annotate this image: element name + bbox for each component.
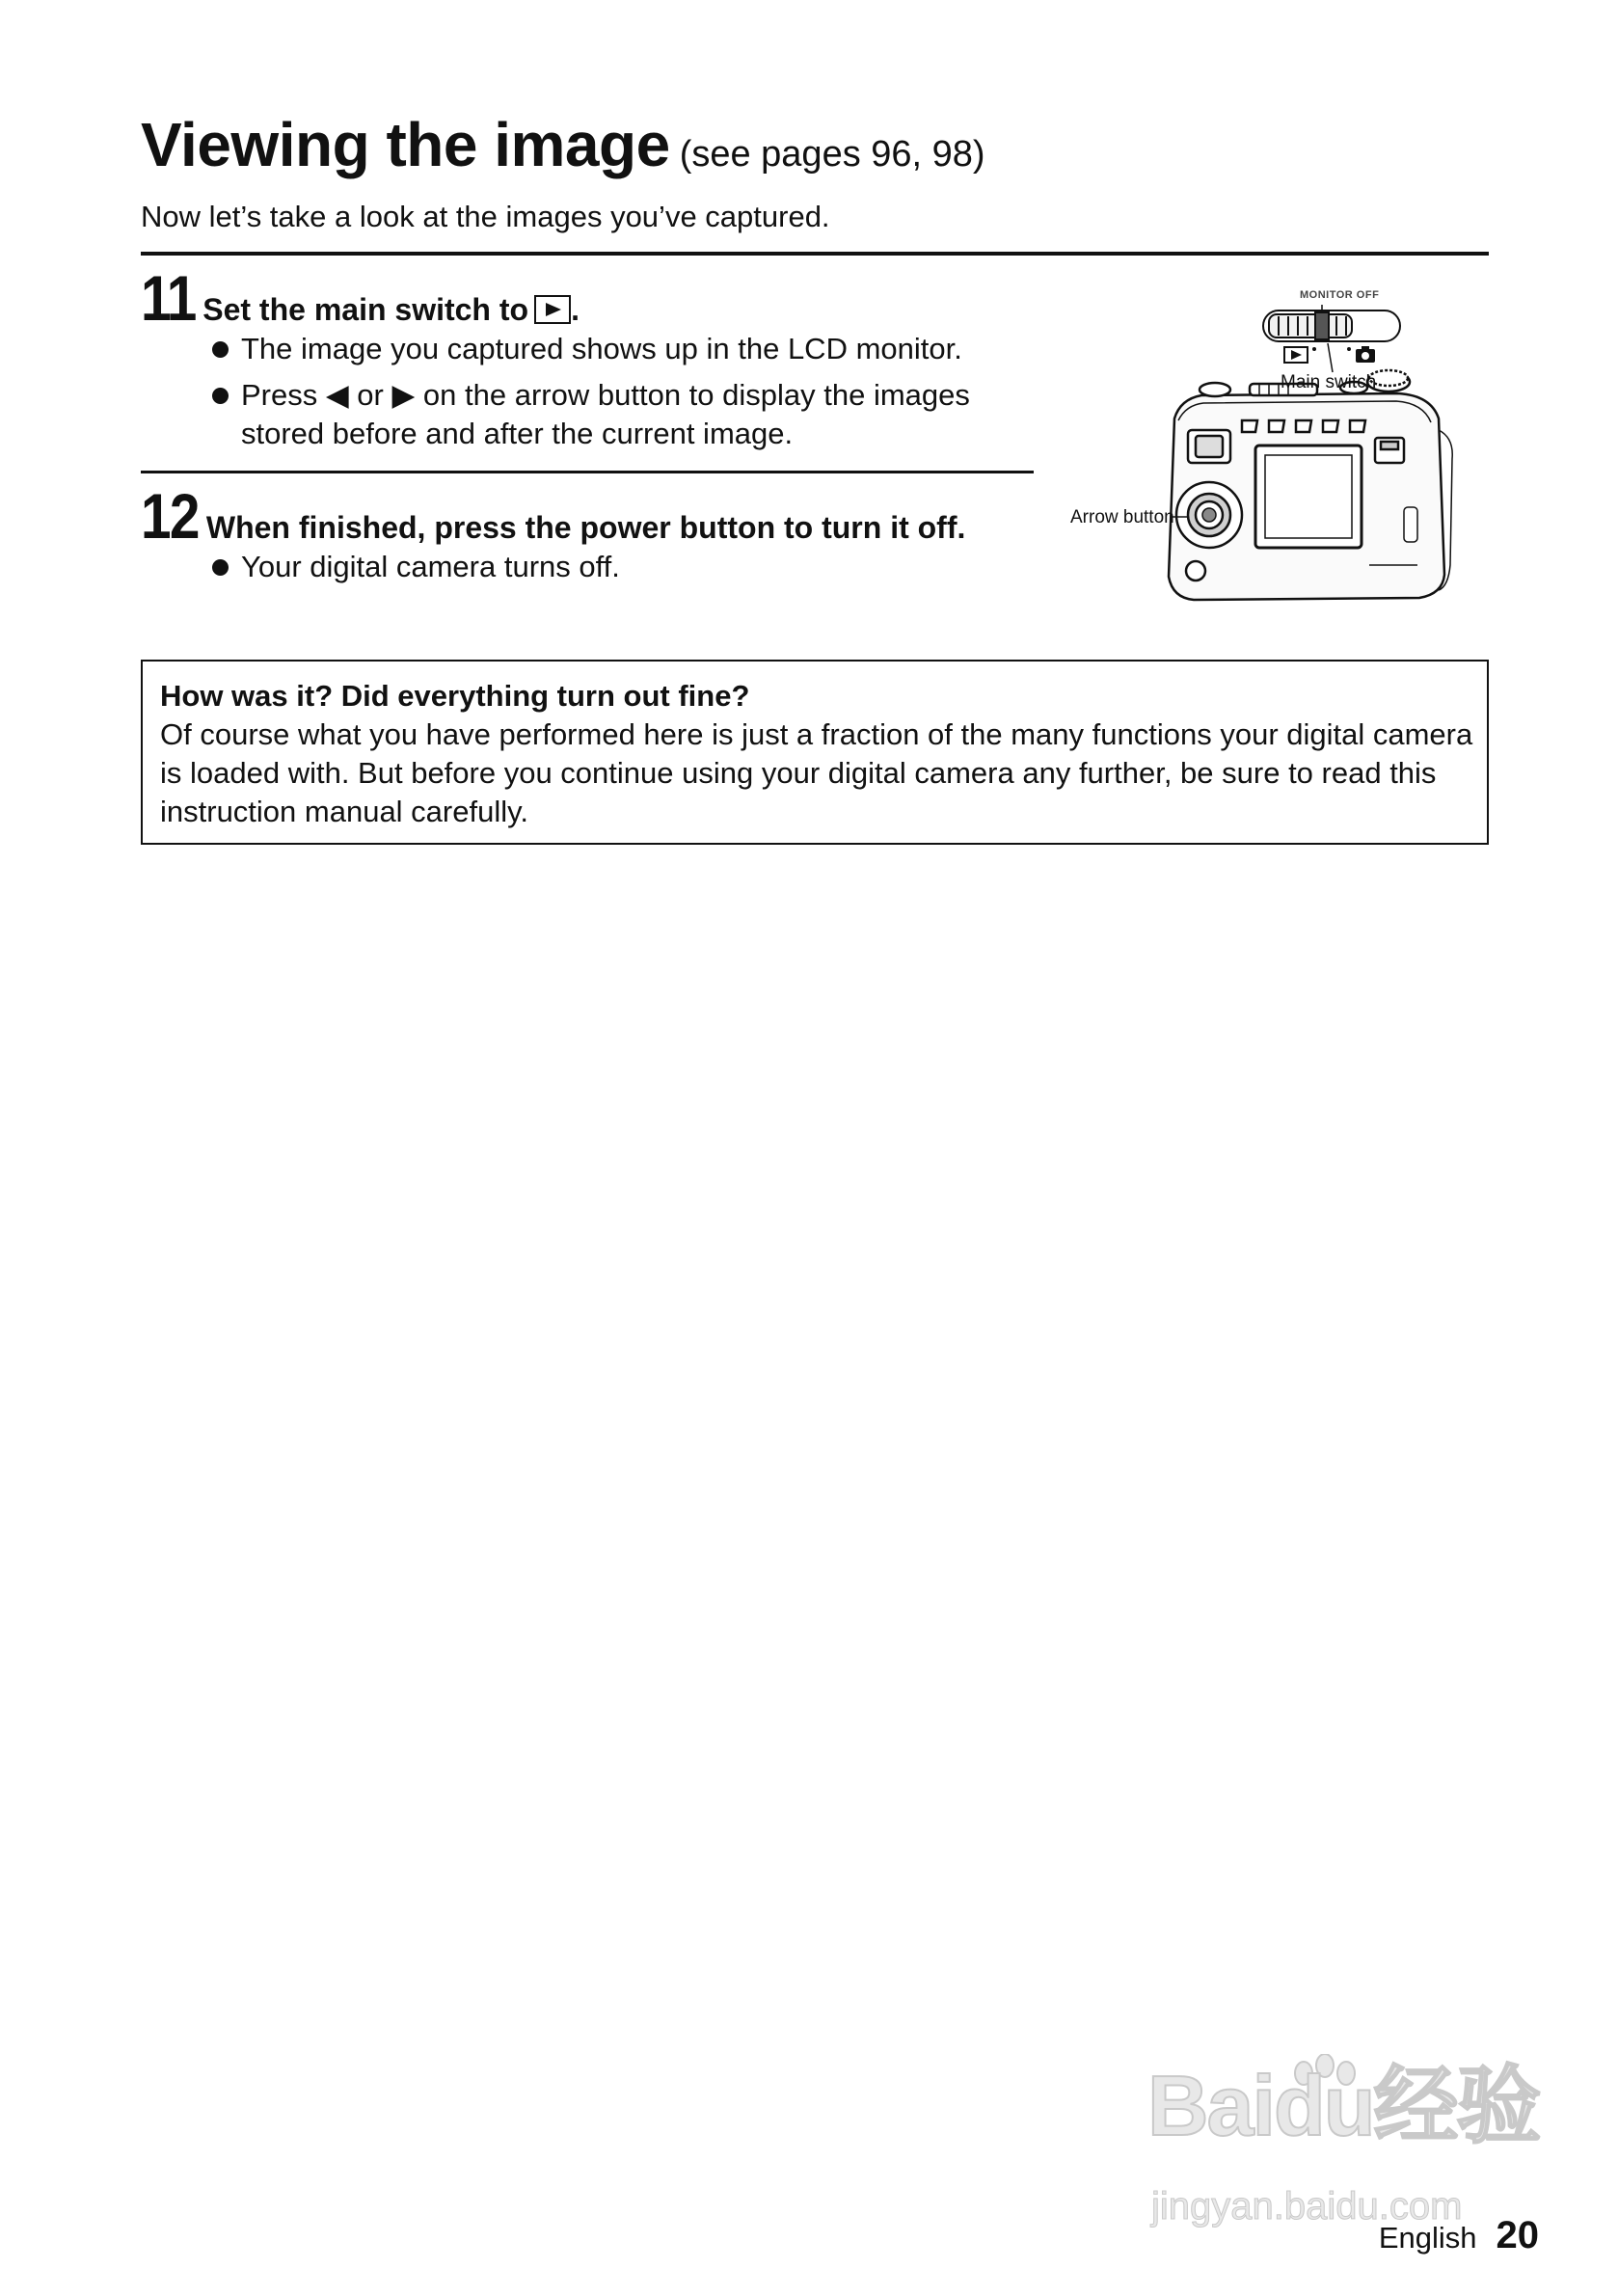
page-title-text: Viewing the image xyxy=(141,110,670,179)
step-heading xyxy=(202,292,580,327)
page-footer xyxy=(1379,2216,1539,2255)
camera-illustration xyxy=(1070,276,1485,613)
summary-callout xyxy=(141,660,1489,845)
camera-body xyxy=(1169,370,1452,600)
bullet-item: Your digital camera turns off. xyxy=(212,548,620,586)
page-title xyxy=(141,110,985,179)
step-12-bullets xyxy=(212,548,620,594)
callout-heading: How was it? Did everything turn out fine? xyxy=(160,679,750,713)
bullet-item: The image you captured shows up in the LCD monitor. xyxy=(212,330,1032,368)
arrow-button-label: Arrow button xyxy=(1070,507,1174,527)
step-11-bullets xyxy=(212,330,1032,461)
watermark-url: jingyan.baidu.com xyxy=(1151,2185,1463,2228)
step-heading: When finished, press the power button to turn it off. xyxy=(205,510,966,545)
page-number: 20 xyxy=(1496,2214,1539,2256)
step-11 xyxy=(141,262,580,334)
step-heading-end: . xyxy=(571,292,580,327)
section-divider xyxy=(141,252,1489,256)
playback-icon xyxy=(534,295,571,324)
callout-body: Of course what you have performed here is just a fraction of the many functions your digital camera is loaded with. But before you continue using your digital camera any further, be sure to read this instruction manual carefully. xyxy=(160,717,1473,828)
main-switch-label: Main switch xyxy=(1281,372,1377,392)
step-12 xyxy=(141,480,966,552)
intro-text: Now let’s take a look at the images you’ve captured. xyxy=(141,200,830,233)
step-divider xyxy=(141,471,1034,473)
camera-drawing xyxy=(1080,276,1485,613)
step-number: 11 xyxy=(141,262,196,334)
page-title-reference: (see pages 96, 98) xyxy=(679,134,985,175)
step-heading-text: Set the main switch to xyxy=(202,292,529,327)
step-number: 12 xyxy=(141,480,199,552)
footer-language: English xyxy=(1378,2221,1477,2255)
bullet-item: Press ◀ or ▶ on the arrow button to display the images stored before and after the current image. xyxy=(212,376,1032,453)
monitor-off-label: MONITOR OFF xyxy=(1300,289,1380,301)
watermark-brand: Baidu经验 xyxy=(1147,2058,1540,2153)
